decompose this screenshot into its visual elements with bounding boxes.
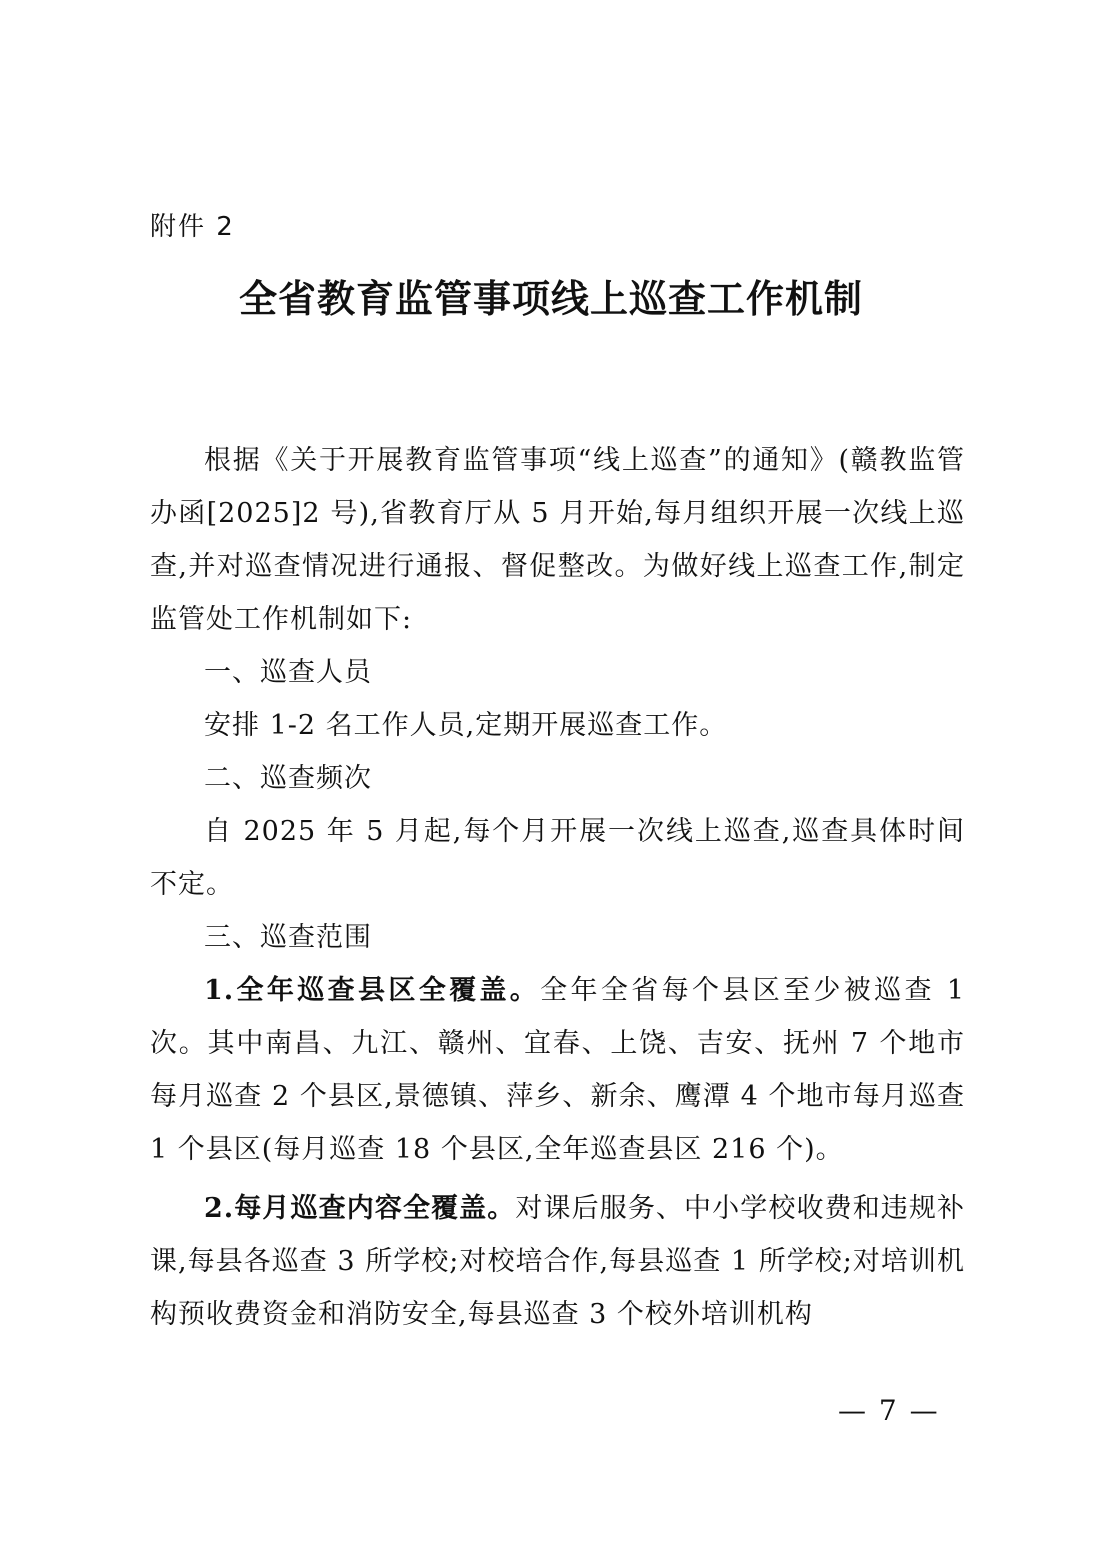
attachment-label: 附件 2 [150, 212, 235, 242]
scope-item-2-lead: 2.每月巡查内容全覆盖。 [204, 1193, 516, 1224]
section-heading-scope: 三、巡查范围 [204, 922, 372, 953]
section-text-frequency: 自 2025 年 5 月起,每个月开展一次线上巡查,巡查具体时间不定。 [150, 816, 965, 900]
section-heading-frequency: 二、巡查频次 [204, 763, 372, 794]
section-heading-personnel: 一、巡查人员 [204, 657, 372, 688]
document-title: 全省教育监管事项线上巡查工作机制 [238, 276, 863, 321]
intro-paragraph: 根据《关于开展教育监管事项“线上巡查”的通知》(赣教监管办函[2025]2 号),省教育厅从 5 月开始,每月组织开展一次线上巡查,并对巡查情况进行通报、督促整改。为做好线上巡查工作,制定监管处工作机制如下: [150, 445, 965, 635]
scope-item-2-text: 对课后服务、中小学校收费和违规补课,每县各巡查 3 所学校;对校培合作,每县巡查 1 所学校;对培训机构预收费资金和消防安全,每县巡查 3 个校外培训机构 [150, 1193, 966, 1330]
scope-item-1-lead: 1.全年巡查县区全覆盖。 [204, 975, 541, 1006]
scope-item-1-text: 全年全省每个县区至少被巡查 1 次。其中南昌、九江、赣州、宜春、上饶、吉安、抚州 7 个地市每月巡查 2 个县区,景德镇、萍乡、新余、鹰潭 4 个地市每月巡查 1 个县区(每月巡查 18 个县区,全年巡查县区 216 个)。 [150, 975, 965, 1165]
scope-item-1 [150, 964, 965, 1176]
document-body [150, 434, 965, 1341]
section-text-personnel: 安排 1-2 名工作人员,定期开展巡查工作。 [204, 710, 728, 741]
page-number: — 7 — [838, 1394, 940, 1427]
scope-item-2 [150, 1182, 965, 1341]
